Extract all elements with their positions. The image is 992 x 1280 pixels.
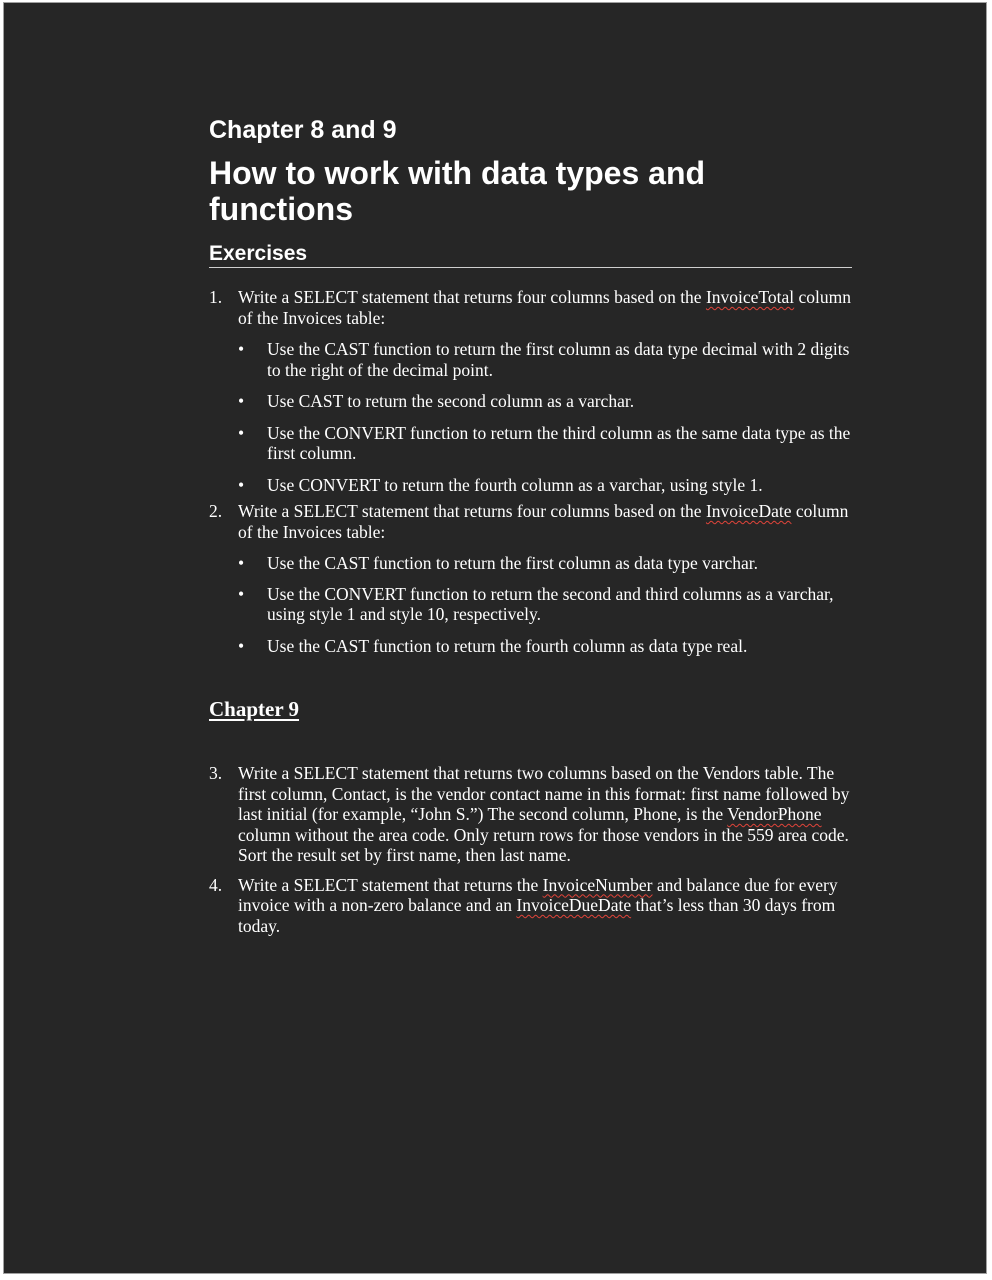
- bullet-text: Use the CAST function to return the first column as data type varchar.: [267, 553, 759, 573]
- bullet-item: [238, 584, 852, 625]
- exercise-text: and balance due for every invoice with a non-zero balance and an: [238, 874, 838, 915]
- exercise-text: Write a SELECT statement that returns the: [238, 874, 543, 895]
- bullet-item: [238, 475, 852, 496]
- bullet-icon: •: [238, 635, 245, 656]
- spellcheck-word: VendorPhone: [727, 804, 822, 824]
- bullet-item: [238, 391, 852, 412]
- exercise-4: [209, 875, 852, 937]
- bullet-icon: •: [238, 422, 245, 443]
- exercise-number: 3.: [209, 763, 223, 783]
- bullet-item: [238, 423, 852, 464]
- document-page: [3, 2, 987, 1274]
- exercise-text: Write a SELECT statement that returns four columns based on the: [238, 501, 706, 521]
- exercise-number: 4.: [209, 874, 223, 895]
- bullet-icon: •: [238, 583, 245, 604]
- spellcheck-word: InvoiceNumber: [542, 874, 653, 895]
- exercise-text: column without the area code. Only return rows for those vendors in the 559 area code. Sort the result set by first name, then last name.: [238, 824, 849, 865]
- bullet-item: [238, 553, 852, 574]
- exercise-number: 2.: [209, 501, 223, 521]
- bullet-text: Use CAST to return the second column as a varchar.: [267, 391, 635, 411]
- bullet-list: [238, 553, 852, 656]
- bullet-icon: •: [238, 339, 245, 359]
- bullet-icon: •: [238, 553, 245, 573]
- section-heading-exercises: Exercises: [209, 241, 852, 268]
- bullet-list: [238, 339, 852, 495]
- chapter-9-heading: Chapter 9: [209, 697, 300, 721]
- bullet-text: Use the CAST function to return the fourth column as data type real.: [267, 635, 748, 656]
- chapter-label: Chapter 8 and 9: [209, 116, 397, 144]
- spellcheck-word: InvoiceDueDate: [516, 895, 632, 915]
- bullet-text: Use the CONVERT function to return the third column as the same data type as the first column.: [267, 422, 851, 463]
- exercise-1: [209, 287, 852, 495]
- exercise-text: column of the Invoices table:: [238, 287, 852, 328]
- exercise-2: [209, 501, 852, 656]
- exercise-list-chapter-9: [209, 763, 852, 936]
- bullet-icon: •: [238, 391, 245, 411]
- exercise-text: that’s less than 30 days from today.: [238, 895, 836, 936]
- bullet-text: Use CONVERT to return the fourth column as a varchar, using style 1.: [267, 474, 763, 495]
- exercise-number: 1.: [209, 287, 223, 307]
- bullet-icon: •: [238, 474, 245, 495]
- spellcheck-word: InvoiceDate: [705, 501, 792, 521]
- exercise-3: [209, 763, 852, 866]
- bullet-text: Use the CAST function to return the first column as data type decimal with 2 digits to the right of the decimal point.: [267, 339, 850, 380]
- page-title: How to work with data types and functions: [209, 155, 706, 227]
- document-content: [209, 115, 852, 936]
- bullet-text: Use the CONVERT function to return the second and third columns as a varchar, using style 1 and style 10, respectively.: [267, 583, 834, 624]
- exercise-text: Write a SELECT statement that returns four columns based on the: [238, 287, 706, 307]
- exercise-text: column of the Invoices table:: [238, 501, 849, 542]
- spellcheck-word: InvoiceTotal: [705, 287, 795, 307]
- exercise-text: Write a SELECT statement that returns two columns based on the Vendors table. The first column, Contact, is the vendor contact name in this format: first name followed by last initial (for example, “John S.”) The second column, Phone, is the: [238, 763, 850, 824]
- bullet-item: [238, 636, 852, 657]
- bullet-item: [238, 339, 852, 380]
- exercise-list: [209, 287, 852, 656]
